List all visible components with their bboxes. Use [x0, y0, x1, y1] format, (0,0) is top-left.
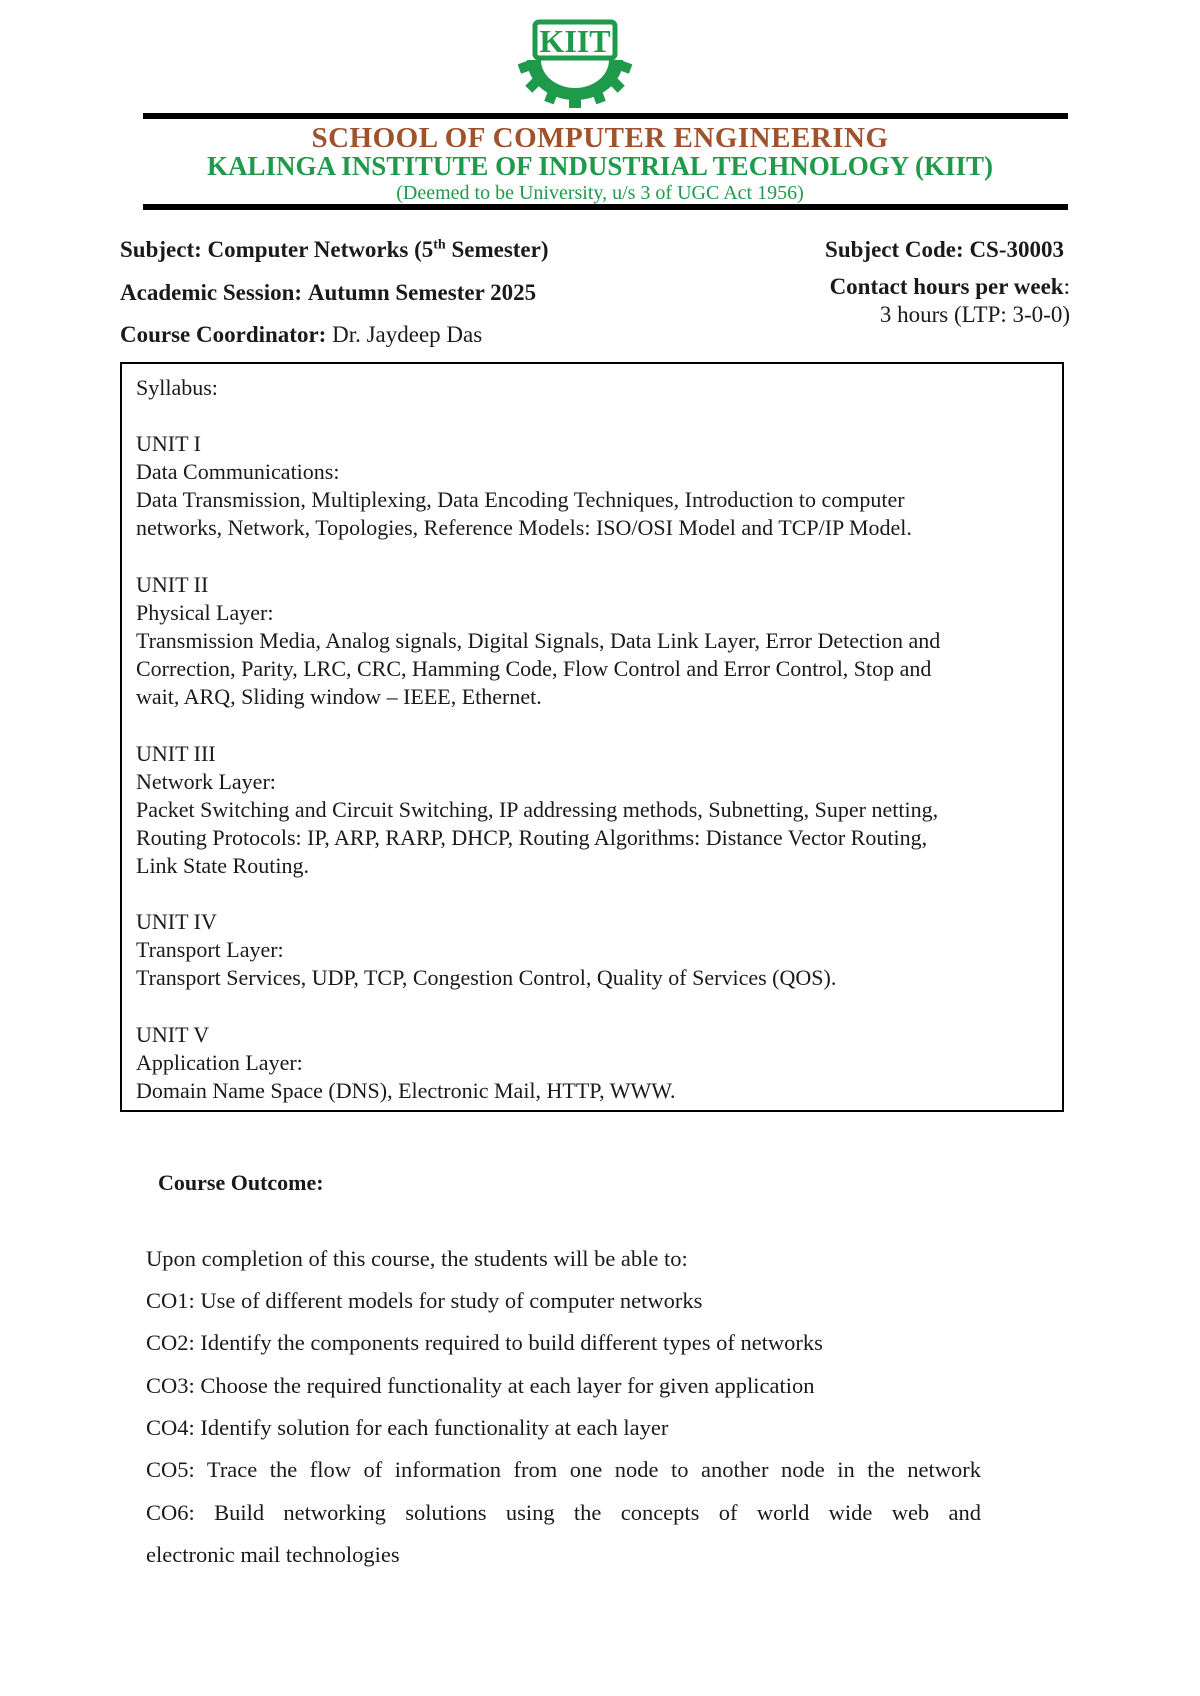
- unit-line: Domain Name Space (DNS), Electronic Mail, HTTP, WWW.: [136, 1078, 676, 1103]
- syllabus-heading: Syllabus:: [136, 375, 218, 400]
- outcome-intro: Upon completion of this course, the students will be able to:: [146, 1246, 688, 1271]
- outcome-item: CO5: Trace the flow of information from one node to another node in the network: [146, 1457, 981, 1482]
- subject-line: [120, 237, 549, 263]
- course-outcome-heading: Course Outcome:: [158, 1170, 324, 1195]
- outcome-item: CO1: Use of different models for study of computer networks: [146, 1288, 703, 1313]
- unit-line: Link State Routing.: [136, 853, 309, 878]
- coordinator-label: Course Coordinator:: [120, 322, 327, 347]
- unit-label: UNIT V: [136, 1022, 210, 1047]
- unit-line: networks, Network, Topologies, Reference Models: ISO/OSI Model and TCP/IP Model.: [136, 515, 912, 540]
- unit-label: UNIT IV: [136, 909, 217, 934]
- unit-line: Data Transmission, Multiplexing, Data Encoding Techniques, Introduction to computer: [136, 487, 905, 512]
- school-name: SCHOOL OF COMPUTER ENGINEERING: [311, 122, 889, 154]
- unit-title: Data Communications:: [136, 459, 340, 484]
- unit-title: Network Layer:: [136, 769, 276, 794]
- institute-name: KALINGA INSTITUTE OF INDUSTRIAL TECHNOLOGY (KIIT): [207, 151, 993, 181]
- unit-line: Correction, Parity, LRC, CRC, Hamming Code, Flow Control and Error Control, Stop and: [136, 656, 932, 681]
- unit-title: Physical Layer:: [136, 600, 274, 625]
- unit-line: Routing Protocols: IP, ARP, RARP, DHCP, Routing Algorithms: Distance Vector Routing,: [136, 825, 928, 850]
- session-label: Academic Session:: [120, 280, 303, 305]
- session-line: [120, 280, 536, 306]
- session-value: Autumn Semester 2025: [307, 280, 537, 305]
- outcome-item-continued: electronic mail technologies: [146, 1542, 400, 1567]
- unit-title: Transport Layer:: [136, 937, 284, 962]
- header-bottom-rule: [143, 204, 1068, 210]
- coordinator-line: [120, 322, 482, 348]
- unit-label: UNIT I: [136, 431, 201, 456]
- subject-value: Computer Networks (5: [207, 237, 434, 262]
- unit-title: Application Layer:: [136, 1050, 303, 1075]
- subject-label: Subject:: [120, 237, 202, 262]
- unit-line: Transmission Media, Analog signals, Digital Signals, Data Link Layer, Error Detection and: [136, 628, 941, 653]
- outcome-item: CO6: Build networking solutions using the concepts of world wide web and: [146, 1500, 981, 1525]
- subject-sup: th: [433, 237, 446, 253]
- unit-line: Transport Services, UDP, TCP, Congestion Control, Quality of Services (QOS).: [136, 965, 837, 990]
- deemed-note: (Deemed to be University, u/s 3 of UGC Act 1956): [396, 182, 804, 204]
- syllabus-box: [120, 362, 1064, 1112]
- header-top-rule: [143, 113, 1068, 119]
- contact-colon: :: [1063, 274, 1070, 299]
- outcome-item: CO2: Identify the components required to build different types of networks: [146, 1330, 823, 1355]
- contact-hours-line: [830, 274, 1070, 300]
- contact-hours-value: 3 hours (LTP: 3-0-0): [879, 302, 1070, 327]
- unit-line: wait, ARQ, Sliding window – IEEE, Ethernet.: [136, 684, 542, 709]
- code-value: CS-30003: [969, 237, 1064, 262]
- subject-code-line: [825, 237, 1064, 263]
- unit-line: Packet Switching and Circuit Switching, IP addressing methods, Subnetting, Super netting,: [136, 797, 939, 822]
- outcome-item: CO3: Choose the required functionality at each layer for given application: [146, 1373, 815, 1398]
- code-label: Subject Code:: [825, 237, 964, 262]
- svg-text:KIIT: KIIT: [539, 23, 611, 59]
- unit-label: UNIT III: [136, 741, 216, 766]
- contact-label: Contact hours per week: [829, 274, 1064, 299]
- kiit-logo: [505, 14, 645, 110]
- unit-label: UNIT II: [136, 572, 209, 597]
- coordinator-value: Dr. Jaydeep Das: [332, 322, 483, 347]
- subject-tail: Semester): [445, 237, 549, 262]
- outcome-item: CO4: Identify solution for each functionality at each layer: [146, 1415, 669, 1440]
